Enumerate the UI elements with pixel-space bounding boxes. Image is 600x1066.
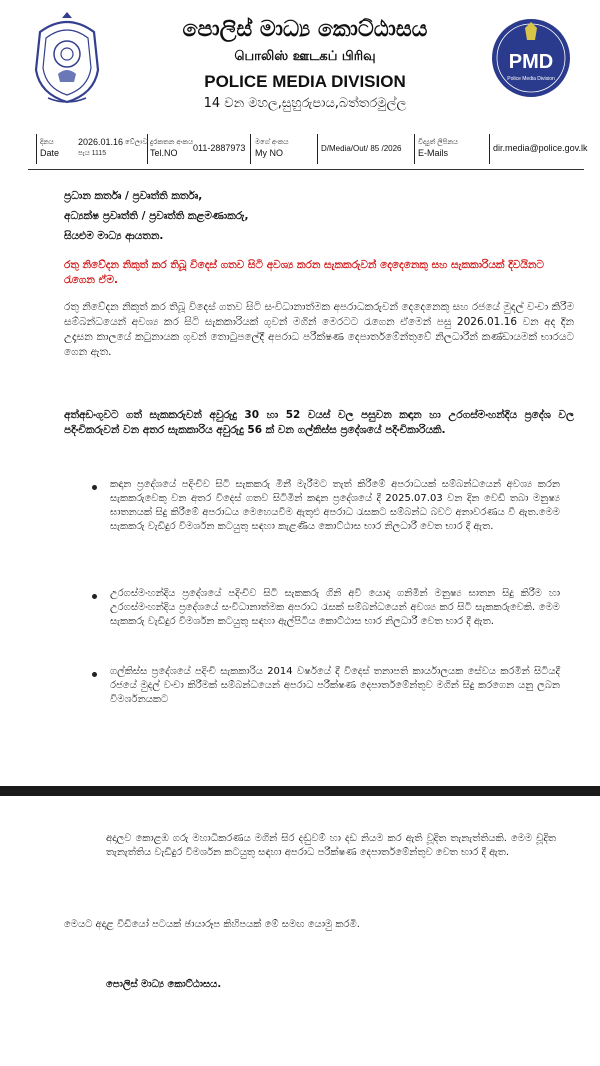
date-value: 2026.01.16 පැය 1115 bbox=[78, 137, 124, 157]
addressee-2: අධ්‍යක්ෂ ප්‍රවෘත්ති / ප්‍රවෘත්ති කළමණාකරු, bbox=[64, 210, 249, 222]
bullet-dot bbox=[92, 485, 97, 490]
svg-text:PMD: PMD bbox=[508, 51, 554, 73]
signature: පොලිස් මාධ්‍ය කොට්ඨාසය. bbox=[106, 979, 222, 990]
header-address: 14 වන මහල,සුහුරුපාය,බත්තරමුල්ල bbox=[203, 96, 407, 111]
headline: රතු නිවේදන නිකුත් කර තිබූ විදෙස් ගතව සිටි අවශ්‍ය කරන සැකකරුවන් දෙදෙනෙකු සහ සැකකාරියක් දිවයිනට රැගෙන ඒම. bbox=[64, 259, 544, 286]
header-title-english: POLICE MEDIA DIVISION bbox=[204, 72, 406, 91]
time-label: වේලාව bbox=[125, 139, 148, 146]
bullet-item-1: කඳාන ප්‍රදේශයේ පදිංචිව සිටි සැකකරු මිනී මැරීමට තැත් කිරීමේ අපරාධයක් සම්බන්ධයෙන් අවශ්‍ය කරන සැකකරුවෙකු වන අතර විදෙස් ගතව සිටිමින් කඳාන ප්‍රදේශයේ දී 2025.07.03 වන දින වෙඩි තබා මනුෂ්‍ය ඝාතනයක් සිදු කිරීමේ අපරාධය මෙහෙයවීම ඇතුළු අපරාධ රැසකට සම්බන්ධ බවට අනාවරණය වී ඇත.මෙම සැකකරු වැඩිදුර විමර්ශන කටයුතු සඳහා කැළණිය කොට්ඨාස භාර නිලධාරී වෙත භාර දී ඇත. bbox=[110, 479, 560, 532]
my-no-value: D/Media/Out/ 85 /2026 bbox=[321, 144, 402, 153]
header-title-tamil: பொலிஸ் ஊடகப் பிரிவு bbox=[234, 49, 376, 64]
bullet-item-3: ගල්කිස්ස ප්‍රදේශයේ පදිංචි සැකකාරිය 2014 වර්ෂයේ දී විදෙස් තනාපති කාර්යාලයක සේවය කරමින් සිටියදී රජයේ මුදල් වංචා කිරීමක් සම්බන්ධයෙන් අපරාධ පරීක්ෂණ දෙපාර්තමේන්තුව මගින් සිදු කරගෙන යනු ලබන විමර්ශනයකට bbox=[110, 666, 560, 705]
header-title-sinhala: පොලිස් මාධ්‍ය කොට්ඨාසය bbox=[182, 17, 428, 42]
police-crest-icon bbox=[28, 10, 106, 106]
email-label: විද්‍යුත් ලිපිනය E-Mails bbox=[418, 139, 459, 158]
addressee-3: සියළුම මාධ්‍ය ආයතන. bbox=[64, 230, 164, 242]
svg-text:Police Media Division: Police Media Division bbox=[507, 76, 555, 82]
paragraph-2: අත්අඩංගුවට ගත් සැකකරුවන් අවුරුදු 30 හා 52 වයස් වල පසුවන කඳාන හා උරගස්මංහන්දිය ප්‍රදේශ වල පදිංචිකරුවන් වන අතර සැකකාරිය අවුරුදු 56 ක් වන ගල්කිස්ස ප්‍රදේශයේ පදිංචිකාරියකි. bbox=[64, 409, 574, 436]
bullet-item-2: උරගස්මංහන්දිය ප්‍රදේශයේ පදිංචිව සිටි සැකකරු ගිනි අවි යොදා ගනිමින් මනුෂ්‍ය ඝාතන සිදු කිරීම හා උරගස්මංහන්දිය ප්‍රදේශයේ සංවිධානාත්මක අපරාධ රැසක් සම්බන්ධයෙන් අවශ්‍ය කර සිටි සැකකරුවෙකි. මෙම සැකකරු වැඩිදුර විමර්ශන කටයුතු සඳහා ඇල්පිටිය කොට්ඨාස භාර නිලධාරී වෙත භාර දී ඇත. bbox=[110, 588, 560, 627]
email-value: dir.media@police.gov.lk bbox=[493, 143, 588, 153]
pmd-logo bbox=[491, 18, 571, 98]
header-rule bbox=[28, 169, 584, 170]
paragraph-1: රතු නිවේදන නිකුත් කර තිබූ විදෙස් ගතව සිටි සංවිධානාත්මක අපරාධකරුවන් දෙදෙනෙකු සහ රජයේ මුදල් වංචා කිරීම සම්බන්ධයෙන් අවශ්‍ය කර සිටි සැකකාරියක් ගුවන් මගින් මෙරටට රැගෙන ඒමෙන් පසු 2026.01.16 වන අද දින උදෑසන කාලයේ කටුනායක ගුවන් තොටුපලේදී අපරාධ පරීක්ෂණ දෙපාර්තමේන්තුවේ නිලධාරීන් කණ්ඩායමක් භාරයට ගෙන ඇත. bbox=[64, 301, 574, 358]
page-divider bbox=[0, 786, 600, 796]
bullet-dot bbox=[92, 672, 97, 677]
my-no-label: මගේ අංකය My NO bbox=[255, 139, 289, 158]
reference-info-bar bbox=[0, 131, 600, 165]
date-label: දිනය Date bbox=[40, 139, 60, 158]
phone-value: 011-2887973 bbox=[193, 143, 246, 153]
addressee-1: ප්‍රධාන කර්තෘ / ප්‍රවෘත්ති කර්තෘ, bbox=[64, 190, 203, 202]
video-note: මෙයට අදාළ වීඩියෝ පටයක් ඡායාරූප කිහිපයක් මේ සමඟ යොමු කරමි. bbox=[64, 919, 360, 930]
bullet-dot bbox=[92, 594, 97, 599]
phone-label: දුරකතන අංකය Tel.NO bbox=[150, 139, 194, 158]
letter-page-2 bbox=[0, 796, 600, 1066]
continuation-text: අදාලව කොළඹ ගරු මහාධිකරණය මගින් සිර දඬුවම් හා දඩ නියම කර ඇති වූදිත තැනැත්තියකි. මෙම චූදිත තැනැත්තිය වැඩිදුර විමර්ශන කටයුතු සඳහා අපරාධ පරීක්ෂණ දෙපාර්තමේන්තුව වෙත භාර දී ඇත. bbox=[106, 833, 556, 858]
